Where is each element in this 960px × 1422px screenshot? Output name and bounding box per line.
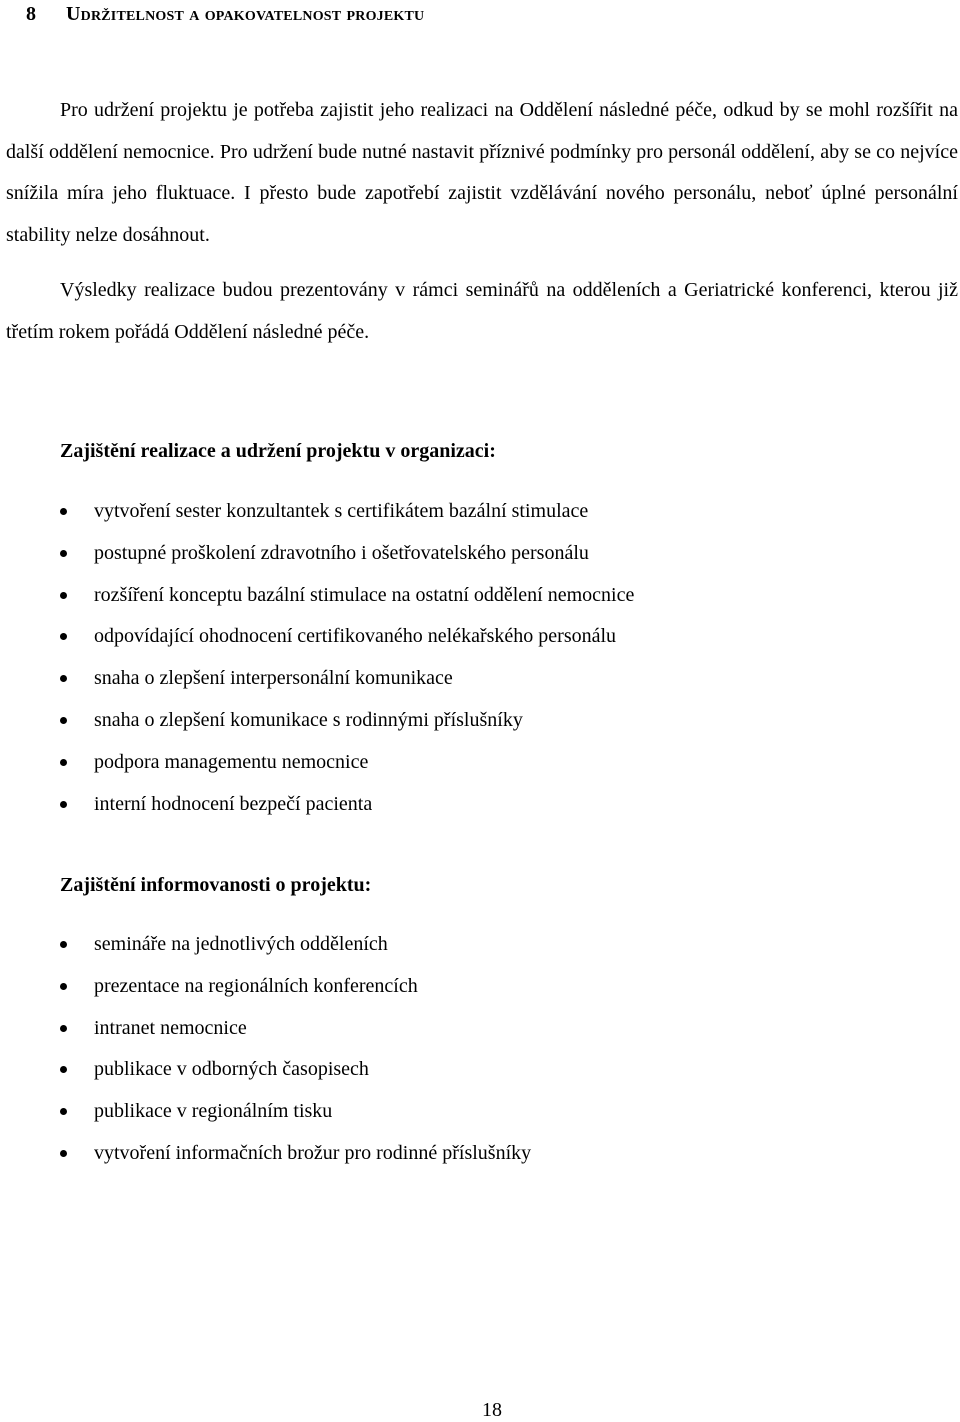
list-item-text: vytvoření sester konzultantek s certifikátem bazální stimulace xyxy=(94,500,589,522)
bullet-icon xyxy=(60,941,67,948)
bullet-icon xyxy=(60,675,67,682)
list-item-text: prezentace na regionálních konferencích xyxy=(94,974,418,997)
list-item-text: interní hodnocení bezpečí pacienta xyxy=(94,792,373,815)
bullet-icon xyxy=(60,592,67,599)
bullet-icon xyxy=(60,717,67,724)
bullet-icon xyxy=(60,759,67,766)
list-item xyxy=(60,930,531,972)
list-item-text: snaha o zlepšení komunikace s rodinnými příslušníky xyxy=(94,708,523,731)
list-item-text: semináře na jednotlivých odděleních xyxy=(94,933,388,955)
bullet-icon xyxy=(60,550,67,557)
list-item-text: snaha o zlepšení interpersonální komunikace xyxy=(94,667,453,690)
chapter-number: 8 xyxy=(26,3,36,25)
bullet-icon xyxy=(60,983,67,990)
bullet-icon xyxy=(60,1025,67,1032)
list-item-text: vytvoření informačních brožur pro rodinné příslušníky xyxy=(94,1141,532,1164)
bullet-icon xyxy=(60,801,67,808)
list-item xyxy=(60,1139,531,1181)
bullet-icon xyxy=(60,633,67,640)
list-item xyxy=(60,706,634,748)
paragraph-results: Výsledky realizace budou prezentovány v rámci seminářů na odděleních a Geriatrické konferenci, kterou již třetím rokem pořádá Oddělení následné péče. xyxy=(6,279,958,343)
information-list xyxy=(60,930,531,1181)
list-item-text: podpora managementu nemocnice xyxy=(94,750,369,773)
list-item xyxy=(60,790,634,832)
list-item xyxy=(60,664,634,706)
bullet-icon xyxy=(60,1108,67,1115)
list-item-text: publikace v odborných časopisech xyxy=(94,1058,369,1081)
page-number: 18 xyxy=(482,1399,502,1421)
list-item xyxy=(60,581,634,623)
list-item xyxy=(60,622,634,664)
section-title-information: Zajištění informovanosti o projektu: xyxy=(60,874,372,896)
bullet-icon xyxy=(60,1066,67,1073)
list-item xyxy=(60,1014,531,1056)
list-item xyxy=(60,1097,531,1139)
chapter-heading xyxy=(26,0,424,28)
list-item xyxy=(60,497,634,539)
bullet-icon xyxy=(60,508,67,515)
bullet-icon xyxy=(60,1150,67,1157)
realization-list xyxy=(60,497,634,831)
chapter-title: Udržitelnost a opakovatelnost projektu xyxy=(66,3,425,25)
list-item-text: postupné proškolení zdravotního i ošetřovatelského personálu xyxy=(94,541,589,564)
list-item-text: intranet nemocnice xyxy=(94,1016,247,1039)
section-title-realization: Zajištění realizace a udržení projektu v organizaci: xyxy=(60,440,496,462)
list-item-text: rozšíření konceptu bazální stimulace na ostatní oddělení nemocnice xyxy=(94,583,635,606)
list-item xyxy=(60,539,634,581)
list-item-text: odpovídající ohodnocení certifikovaného nelékařského personálu xyxy=(94,625,617,648)
list-item xyxy=(60,972,531,1014)
list-item-text: publikace v regionálním tisku xyxy=(94,1100,333,1123)
paragraph-sustainability: Pro udržení projektu je potřeba zajistit jeho realizaci na Oddělení následné péče, odkud by se mohl rozšířit na další oddělení nemocnice. Pro udržení bude nutné nastavit příznivé podmínky pro personál oddělení, aby se co nejvíce snížila míra jeho fluktuace. I přesto bude zapotřebí zajistit vzdělávání nového personálu, neboť úplné personální stability nelze dosáhnout. xyxy=(6,99,958,246)
list-item xyxy=(60,748,634,790)
list-item xyxy=(60,1055,531,1097)
